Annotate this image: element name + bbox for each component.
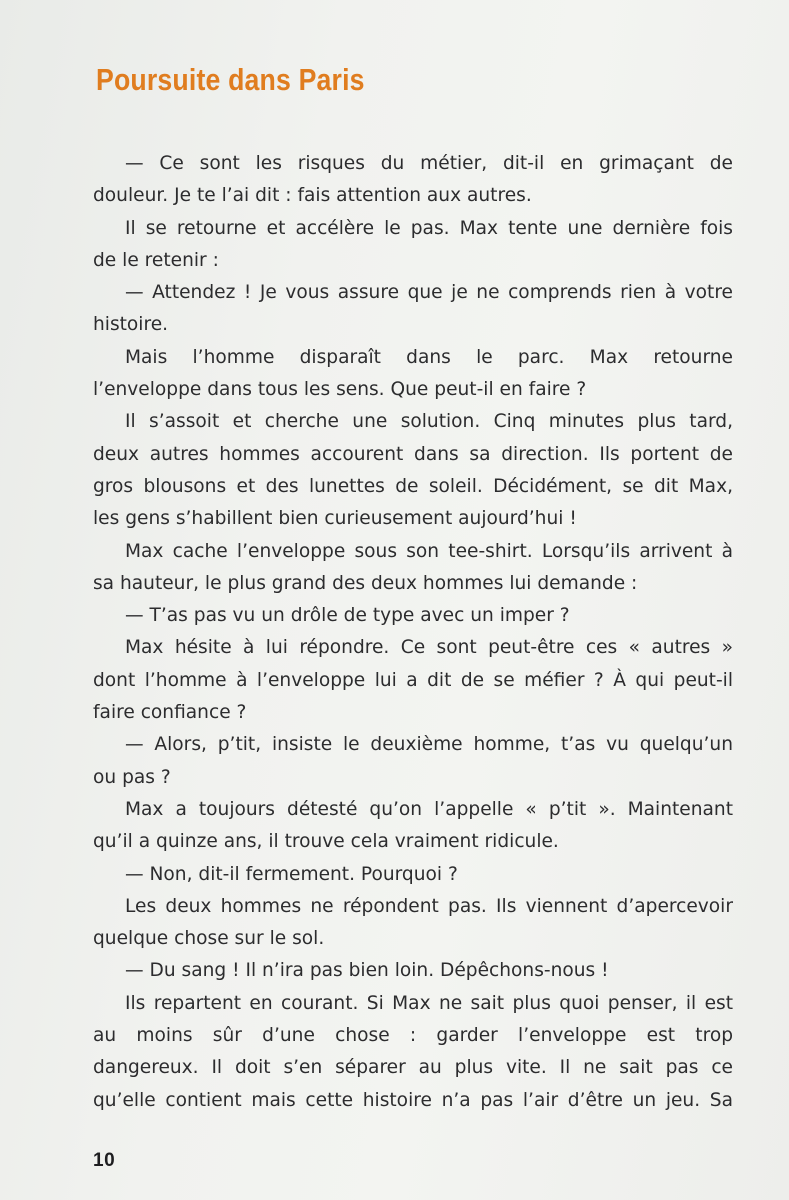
text-line: — Attendez ! Je vous assure que je ne comprends rien à votre: [125, 282, 733, 304]
text-line: Ils repartent en courant. Si Max ne sait plus quoi penser, il est: [125, 992, 733, 1014]
text-line: ou pas ?: [93, 766, 171, 788]
text-line: Max cache l’enveloppe sous son tee-shirt. Lorsqu’ils arrivent à: [125, 540, 733, 562]
text-line: Les deux hommes ne répondent pas. Ils viennent d’apercevoir: [125, 895, 733, 917]
text-line: Max hésite à lui répondre. Ce sont peut-être ces « autres »: [125, 637, 733, 659]
text-line: douleur. Je te l’ai dit : fais attention aux autres.: [93, 185, 532, 207]
text-line: de le retenir :: [93, 249, 219, 271]
text-line: Il s’assoit et cherche une solution. Cinq minutes plus tard,: [125, 411, 733, 433]
text-line: — Du sang ! Il n’ira pas bien loin. Dépêchons-nous !: [125, 960, 609, 982]
text-line: faire confiance ?: [93, 702, 247, 724]
text-line: — T’as pas vu un drôle de type avec un imper ?: [125, 605, 570, 627]
text-line: deux autres hommes accourent dans sa direction. Ils portent de: [93, 443, 733, 465]
text-line: — Ce sont les risques du métier, dit-il en grimaçant de: [125, 153, 733, 174]
text-line: qu’elle contient mais cette histoire n’a pas l’air d’être un jeu. Sa: [93, 1089, 733, 1111]
text-line: sa hauteur, le plus grand des deux hommes lui demande :: [93, 572, 638, 594]
body-text: [93, 148, 733, 1117]
text-line: gros blousons et des lunettes de soleil. Décidément, se dit Max,: [93, 475, 733, 497]
chapter-title: Poursuite dans Paris: [96, 62, 365, 97]
text-line: l’enveloppe dans tous les sens. Que peut-il en faire ?: [93, 379, 587, 401]
text-line: Max a toujours détesté qu’on l’appelle « p’tit ». Maintenant: [125, 798, 733, 820]
text-line: dont l’homme à l’enveloppe lui a dit de se méfier ? À qui peut-il: [93, 669, 733, 691]
page-number: 10: [93, 1150, 116, 1171]
text-line: les gens s’habillent bien curieusement aujourd’hui !: [93, 508, 577, 530]
text-line: quelque chose sur le sol.: [93, 928, 325, 950]
text-line: histoire.: [93, 314, 169, 336]
text-line: dangereux. Il doit s’en séparer au plus vite. Il ne sait pas ce: [93, 1057, 733, 1079]
text-line: Il se retourne et accélère le pas. Max tente une dernière fois: [125, 217, 733, 239]
text-line: — Non, dit-il fermement. Pourquoi ?: [125, 863, 458, 885]
text-line: au moins sûr d’une chose : garder l’enveloppe est trop: [93, 1025, 733, 1047]
text-line: Mais l’homme disparaît dans le parc. Max retourne: [125, 346, 733, 368]
text-line: — Alors, p’tit, insiste le deuxième homme, t’as vu quelqu’un: [125, 734, 733, 756]
text-line: qu’il a quinze ans, il trouve cela vraiment ridicule.: [93, 831, 559, 853]
